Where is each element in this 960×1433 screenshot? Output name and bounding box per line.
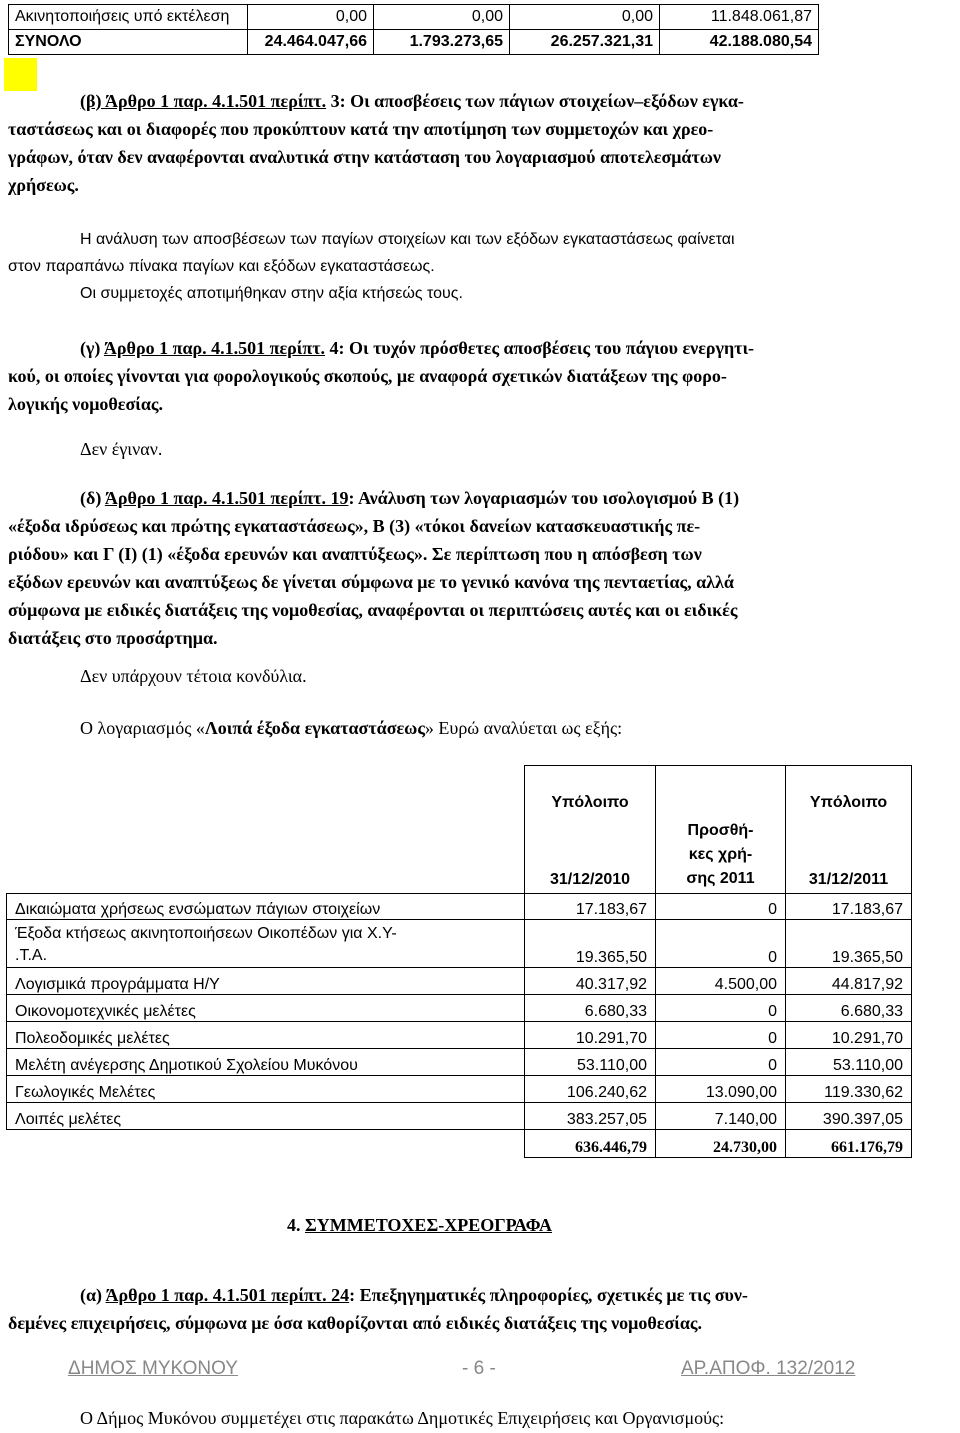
cell-value: 119.330,62 xyxy=(786,1076,912,1103)
section-heading: 4. ΣΥΜΜΕΤΟΧΕΣ-ΧΡΕΟΓΡΑΦΑ xyxy=(287,1215,553,1235)
cell-value: 42.188.080,54 xyxy=(660,30,819,55)
paragraph-text: λογικής νομοθεσίας. xyxy=(8,394,163,414)
row-label: Λογισμικά προγράμματα Η/Υ xyxy=(7,968,525,995)
paragraph-text: : Επεξηγηματικές πληροφορίες, σχετικές με τις συν- xyxy=(349,1285,748,1305)
paragraph-text: δεμένες επιχειρήσεις, σύμφωνα με όσα καθορίζονται από ειδικές διατάξεις της νομοθεσίας. xyxy=(8,1313,702,1333)
cell-value: 7.140,00 xyxy=(656,1103,786,1130)
table-row xyxy=(7,1076,912,1103)
column-header-date: 31/12/2011 xyxy=(808,871,889,888)
column-header: Υπόλοιπο xyxy=(809,794,888,811)
paragraph-text: «έξοδα ιδρύσεως και πρώτης εγκαταστάσεως», Β (3) «τόκοι δανείων κατασκευαστικής πε- xyxy=(8,516,701,536)
column-header-date: 31/12/2010 xyxy=(549,871,631,888)
table-row xyxy=(7,995,912,1022)
section-title: ΣΥΜΜΕΤΟΧΕΣ-ΧΡΕΟΓΡΑΦΑ xyxy=(305,1215,553,1235)
cell-value: 17.183,67 xyxy=(786,894,912,920)
cell-value: 0,00 xyxy=(374,5,510,30)
section-4a xyxy=(8,1281,912,1337)
column-header: Προσθή- xyxy=(687,822,754,839)
row-label: Ακινητοποιήσεις υπό εκτέλεση xyxy=(9,5,248,30)
column-header: Υπόλοιπο xyxy=(551,794,629,811)
paragraph-text: Δεν υπάρχουν τέτοια κονδύλια. xyxy=(80,666,307,686)
article-reference: Άρθρο 1 παρ. 4.1.501 περίπτ. xyxy=(103,338,326,358)
cell-value: 106.240,62 xyxy=(525,1076,656,1103)
cell-value: 11.848.061,87 xyxy=(660,5,819,30)
page-number: - 6 - xyxy=(462,1358,496,1379)
paragraph-text: χρήσεως. xyxy=(8,175,79,195)
table-row xyxy=(7,1022,912,1049)
row-label: Γεωλογικές Μελέτες xyxy=(7,1076,525,1103)
account-name: Λοιπά έξοδα εγκαταστάσεως xyxy=(204,718,425,738)
table-row xyxy=(7,920,912,968)
cell-value: 6.680,33 xyxy=(525,995,656,1022)
article-reference: Άρθρο 1 παρ. 4.1.501 περίπτ. xyxy=(104,488,326,508)
column-header: σης 2011 xyxy=(686,870,755,887)
row-label: Έξοδα κτήσεως ακινητοποιήσεων Οικοπέδων για Χ.Υ- .Τ.Α. xyxy=(7,920,525,968)
cell-value: 53.110,00 xyxy=(786,1049,912,1076)
section-prefix: (δ) xyxy=(80,488,105,508)
cell-value: 0,00 xyxy=(510,5,660,30)
expenses-table xyxy=(6,765,912,1158)
table-row xyxy=(7,894,912,920)
cell-value: 26.257.321,31 xyxy=(510,30,660,55)
row-label: Πολεοδομικές μελέτες xyxy=(7,1022,525,1049)
paragraph-text: Δεν έγιναν. xyxy=(80,439,163,459)
paragraph-text: σύμφωνα με ειδικές διατάξεις της νομοθεσίας, αναφέρονται οι περιπτώσεις αυτές και οι ειδικές xyxy=(8,600,738,620)
article-reference: Άρθρο 1 παρ. 4.1.501 περίπτ. xyxy=(105,1285,327,1305)
cell-value: 53.110,00 xyxy=(525,1049,656,1076)
cell-value: 40.317,92 xyxy=(525,968,656,995)
cell-value: 0 xyxy=(656,894,786,920)
cell-value: 19.365,50 xyxy=(525,920,656,968)
cell-value: 13.090,00 xyxy=(656,1076,786,1103)
section-b xyxy=(8,87,912,199)
cell-value: 0,00 xyxy=(248,5,374,30)
footer-left: ΔΗΜΟΣ ΜΥΚΟΝΟΥ xyxy=(68,1358,238,1379)
column-header: κες χρή- xyxy=(688,846,753,863)
table-row-total xyxy=(7,1130,912,1158)
footer-right: ΑΡ.ΑΠΟΦ. 132/2012 xyxy=(681,1358,856,1379)
cell-value: 0 xyxy=(656,920,786,968)
cell-value: 10.291,70 xyxy=(786,1022,912,1049)
paragraph-text: : Ανάλυση των λογαριασμών του ισολογισμού Β (1) xyxy=(348,488,740,508)
paragraph-text: ριόδου» και Γ (Ι) (1) «έξοδα ερευνών και αναπτύξεως». Σε περίπτωση που η απόσβεση των xyxy=(8,544,702,564)
table-row xyxy=(7,968,912,995)
cell-value: 1.793.273,65 xyxy=(374,30,510,55)
row-label: Οικονομοτεχνικές μελέτες xyxy=(7,995,525,1022)
cell-value: 17.183,67 xyxy=(525,894,656,920)
summary-table xyxy=(8,4,819,55)
cell-value: 6.680,33 xyxy=(786,995,912,1022)
table-row-total xyxy=(9,30,819,55)
cell-value: 0 xyxy=(656,1049,786,1076)
table-header-row xyxy=(7,766,912,894)
paragraph-text: Ο Δήμος Μυκόνου συμμετέχει στις παρακάτω Δημοτικές Επιχειρήσεις και Οργανισμούς: xyxy=(80,1408,725,1428)
section-d xyxy=(8,484,912,652)
article-reference: (β) Άρθρο 1 παρ. 4.1.501 περίπτ. xyxy=(80,91,327,111)
table-row xyxy=(7,1103,912,1130)
paragraph-text: εξόδων ερευνών και αναπτύξεως δε γίνεται σύμφωνα με το γενικό κανόνα της πενταετίας, αλλά xyxy=(8,572,734,592)
paragraph-text: στον παραπάνω πίνακα παγίων και εξόδων εγκαταστάσεως. xyxy=(8,258,435,275)
cell-value: 0 xyxy=(656,1022,786,1049)
total-value: 661.176,79 xyxy=(786,1130,912,1158)
account-intro: Ο λογαριασμός «Λοιπά έξοδα εγκαταστάσεως» Ευρώ αναλύεται ως εξής: xyxy=(80,718,623,738)
paragraph-text: διατάξεις στο προσάρτημα. xyxy=(8,628,218,648)
row-label: Μελέτη ανέγερσης Δημοτικού Σχολείου Μυκόνου xyxy=(7,1049,525,1076)
cell-value: 390.397,05 xyxy=(786,1103,912,1130)
paragraph-text: 4: Οι τυχόν πρόσθετες αποσβέσεις του πάγιου ενεργητι- xyxy=(325,338,755,358)
cell-value: 44.817,92 xyxy=(786,968,912,995)
cell-value: 383.257,05 xyxy=(525,1103,656,1130)
section-c xyxy=(8,334,912,418)
table-row xyxy=(7,1049,912,1076)
table-row xyxy=(9,5,819,30)
paragraph-text: Η ανάλυση των αποσβέσεων των παγίων στοιχείων και των εξόδων εγκαταστάσεως φαίνεται xyxy=(80,231,735,248)
total-value: 24.730,00 xyxy=(656,1130,786,1158)
cell-value: 0 xyxy=(656,995,786,1022)
cell-value: 24.464.047,66 xyxy=(248,30,374,55)
row-label: Δικαιώματα χρήσεως ενσώματων πάγιων στοιχείων xyxy=(7,894,525,920)
paragraph-text: γράφων, όταν δεν αναφέρονται αναλυτικά στην κατάσταση του λογαριασμού αποτελεσμάτων xyxy=(8,147,721,167)
paragraph-text: 3: Οι αποσβέσεις των πάγιων στοιχείων–εξόδων εγκα- xyxy=(326,91,744,111)
row-label: Λοιπές μελέτες xyxy=(7,1103,525,1130)
article-number: 24 xyxy=(326,1285,350,1305)
cell-value: 19.365,50 xyxy=(786,920,912,968)
article-number: 19 xyxy=(325,488,349,508)
paragraph-text: κού, οι οποίες γίνονται για φορολογικούς σκοπούς, με αναφορά σχετικών διατάξεων της φορο- xyxy=(8,366,727,386)
section-prefix: (γ) xyxy=(80,338,104,358)
cell-value: 4.500,00 xyxy=(656,968,786,995)
cell-value: 10.291,70 xyxy=(525,1022,656,1049)
total-value: 636.446,79 xyxy=(525,1130,656,1158)
section-prefix: (α) xyxy=(80,1285,106,1305)
paragraph-text: ταστάσεως και οι διαφορές που προκύπτουν κατά την αποτίμηση των συμμετοχών και χρεο- xyxy=(8,119,714,139)
row-label: ΣΥΝΟΛΟ xyxy=(9,30,248,55)
paragraph-text: Οι συμμετοχές αποτιμήθηκαν στην αξία κτήσεώς τους. xyxy=(80,285,463,302)
